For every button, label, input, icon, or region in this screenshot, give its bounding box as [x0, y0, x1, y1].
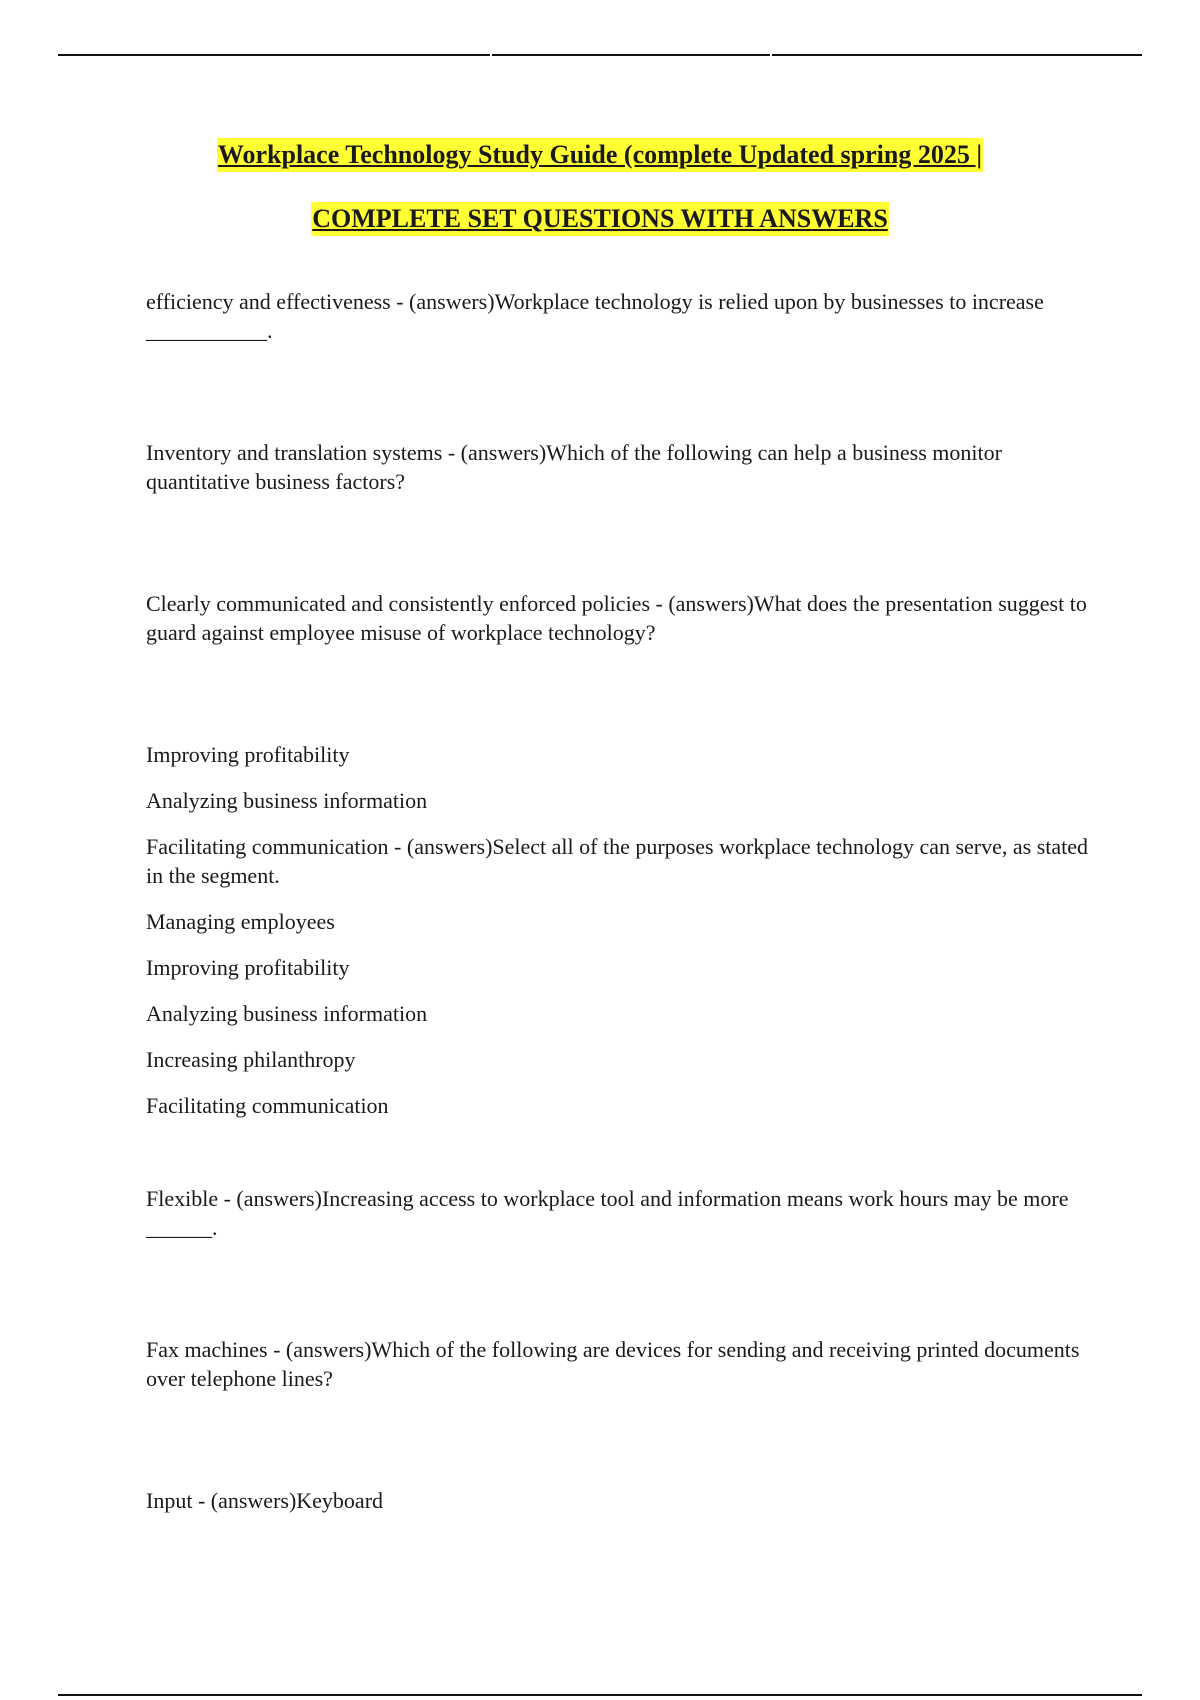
answer-option: Increasing philanthropy [146, 1047, 356, 1072]
answer-option: Facilitating communication [146, 1093, 389, 1118]
qa-item: Inventory and translation systems - (answers)Which of the following can help a business monitor quantitative business factors? [146, 440, 1002, 494]
qa-item: Clearly communicated and consistently enforced policies - (answers)What does the presentation suggest to guard against employee misuse of workplace technology? [146, 591, 1087, 645]
qa-item: Input - (answers)Keyboard [146, 1488, 384, 1513]
qa-item: efficiency and effectiveness - (answers)Workplace technology is relied upon by businesses to increase ___________. [146, 289, 1044, 343]
qa-item: Fax machines - (answers)Which of the following are devices for sending and receiving printed documents over telephone lines? [146, 1337, 1080, 1391]
top-rule-left [58, 54, 490, 56]
answer-option: Improving profitability [146, 742, 350, 767]
bottom-rule [58, 1694, 1142, 1696]
answer-option: Facilitating communication - (answers)Select all of the purposes workplace technology can serve, as stated in the segment. [146, 834, 1089, 888]
top-rule-middle [492, 54, 770, 56]
answer-option: Analyzing business information [146, 788, 428, 813]
top-rule-right [772, 54, 1142, 56]
document-title [58, 138, 1142, 236]
multi-select-answer-list [146, 740, 1096, 1120]
answer-option: Improving profitability [146, 955, 350, 980]
answer-option: Analyzing business information [146, 1001, 428, 1026]
qa-item: Flexible - (answers)Increasing access to workplace tool and information means work hours may be more ______. [146, 1186, 1069, 1240]
title-line-2: COMPLETE SET QUESTIONS WITH ANSWERS [311, 202, 889, 236]
answer-option: Managing employees [146, 909, 335, 934]
document-body [146, 287, 1096, 1608]
title-line-1: Workplace Technology Study Guide (complete Updated spring 2025 | [217, 138, 983, 172]
